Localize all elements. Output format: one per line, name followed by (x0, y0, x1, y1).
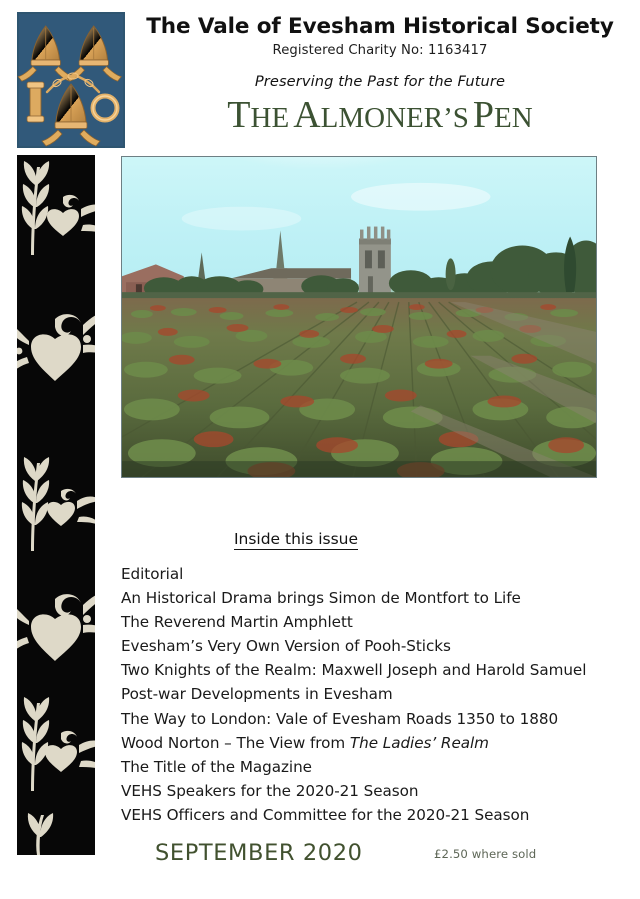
magazine-title-part: T (227, 94, 251, 137)
floral-ornament-artwork (17, 155, 95, 855)
contents-heading-label: Inside this issue (233, 530, 359, 548)
magazine-title-part: P (472, 94, 495, 137)
cover-photo-artwork (122, 157, 596, 477)
contents-item[interactable]: The Reverend Martin Amphlett (121, 613, 353, 632)
contents-heading (121, 530, 621, 548)
magazine-title-part: HE (250, 102, 290, 135)
contents-item[interactable]: The Title of the Magazine (121, 757, 312, 776)
society-tagline: Preserving the Past for the Future (254, 73, 506, 91)
masthead (130, 14, 630, 137)
contents-item[interactable]: Editorial (121, 565, 184, 583)
contents-item[interactable]: Post-war Developments in Evesham (121, 685, 393, 704)
magazine-title (130, 94, 630, 137)
cover-photograph (121, 156, 597, 478)
contents-item[interactable]: Evesham’s Very Own Version of Pooh-Sticks (121, 637, 451, 656)
contents-item[interactable]: Two Knights of the Realm: Maxwell Joseph and Harold Samuel (121, 661, 587, 680)
contents-item[interactable]: VEHS Officers and Committee for the 2020-21 Season (121, 805, 530, 824)
decorative-side-band (17, 155, 95, 855)
society-logo (17, 12, 125, 148)
magazine-title-part: EN (494, 102, 533, 135)
issue-date: SEPTEMBER 2020 (155, 840, 363, 866)
contents-item-title-italic: The Ladies’ Realm (349, 733, 489, 752)
magazine-title-part: LMONER’S (320, 102, 469, 135)
logo-artwork (17, 12, 125, 148)
contents-item[interactable]: VEHS Speakers for the 2020-21 Season (121, 781, 419, 800)
contents-item-prefix: Wood Norton – The View from (121, 733, 350, 752)
cover-price: £2.50 where sold (434, 847, 537, 861)
magazine-title-part: A (293, 94, 321, 137)
society-name: The Vale of Evesham Historical Society (146, 14, 614, 39)
contents-section (121, 530, 621, 827)
contents-item[interactable] (121, 731, 621, 755)
contents-item[interactable]: An Historical Drama brings Simon de Montfort to Life (121, 589, 521, 608)
contents-list (121, 562, 621, 827)
charity-number: Registered Charity No: 1163417 (272, 43, 488, 59)
contents-item[interactable]: The Way to London: Vale of Evesham Roads 1350 to 1880 (121, 709, 559, 728)
